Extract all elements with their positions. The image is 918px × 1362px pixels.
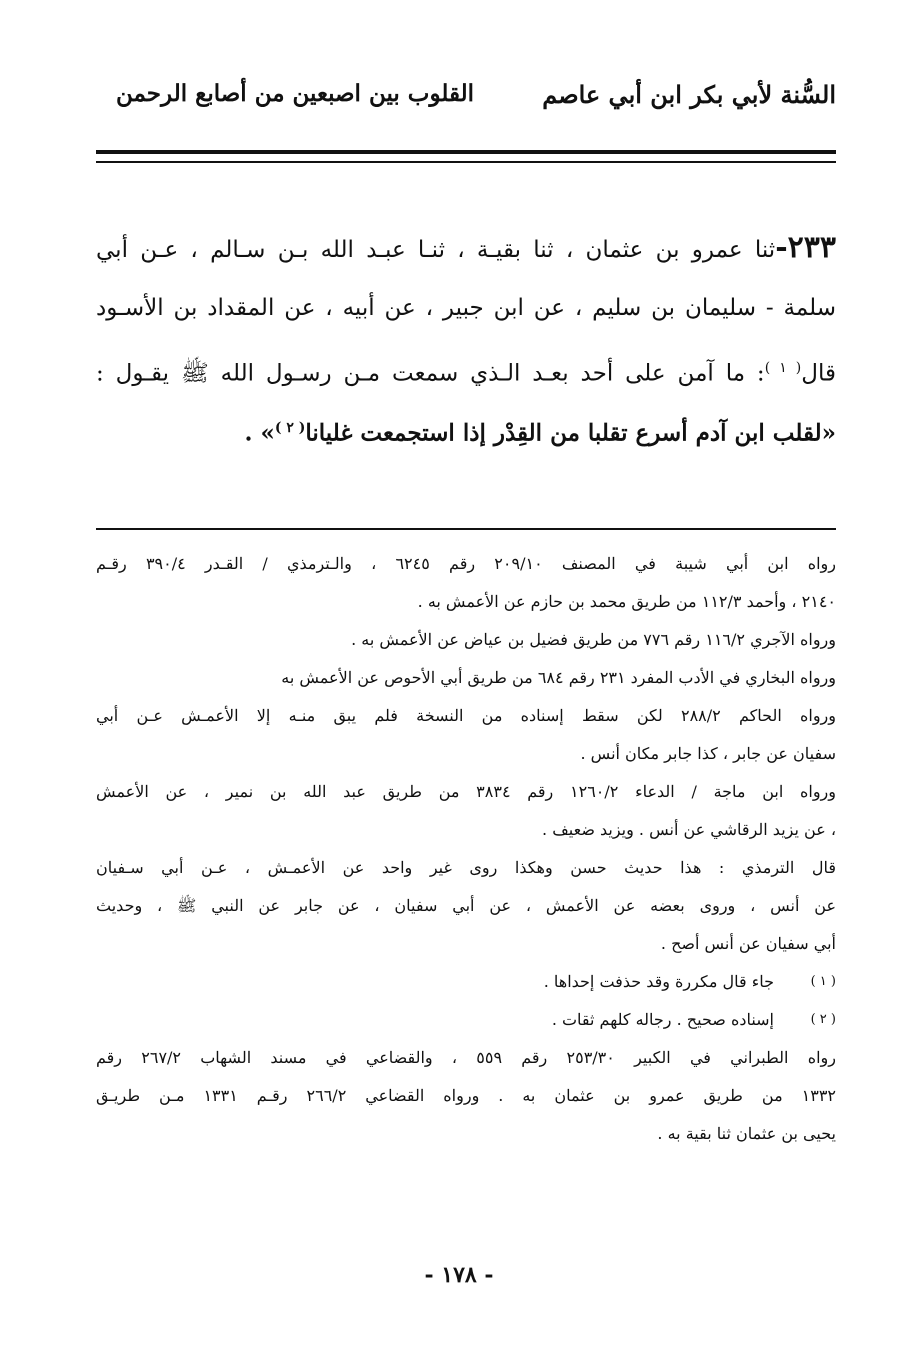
note-reference-1: ( ١ ): [764, 360, 802, 376]
footnote-1: [96, 966, 836, 1004]
page-number: - ١٧٨ -: [424, 1262, 494, 1288]
footnote-2-text: إسناده صحيح . رجاله كلهم ثقات .: [551, 1010, 774, 1029]
footnote-2-marker: ( ٢ ): [810, 1012, 836, 1027]
note-reference-2: ( ٢ ): [274, 420, 306, 436]
note-line: عن أنس ، وروى بعضه عن الأعمش ، عن أبي سفيان ، عن جابر عن النبي ﷺ ، وحديث: [96, 896, 836, 915]
running-header-chapter-title: القلوب بين اصبعين من أصابع الرحمن: [116, 80, 474, 107]
note-line: ١٣٣٢ من طريق عمرو بن عثمان به . ورواه القضاعي ٢٦٦/٢ رقـم ١٣٣١ مـن طريـق: [96, 1086, 837, 1105]
note-line: ورواه الحاكم ٢٨٨/٢ لكن سقط إسناده من النسخة فلم يبق منـه إلا الأعمـش عـن أبي: [96, 706, 836, 725]
hadith-line: [96, 346, 836, 406]
footnotes: [96, 548, 836, 1156]
footnote-1-marker: ( ١ ): [810, 974, 836, 989]
note-line: يحيى بن عثمان ثنا بقية به .: [657, 1124, 836, 1143]
footnote-rule: [96, 528, 836, 530]
hadith-text: [96, 226, 836, 466]
header-rule-thick: [96, 150, 836, 154]
note-line: ورواه ابن ماجة / الدعاء ١٢٦٠/٢ رقم ٣٨٣٤ من طريق عبد الله بن نمير ، عن الأعمش: [96, 782, 837, 801]
note-line: ورواه البخاري في الأدب المفرد ٢٣١ رقم ٦٨٤ من طريق أبي الأحوص عن الأعمش به: [281, 668, 836, 687]
hadith-line: سلمة - سليمان بن سليم ، عن ابن جبير ، عن أبيه ، عن المقداد بن الأسـود: [96, 295, 836, 321]
hadith-line-text: ثنا عمرو بن عثمان ، ثنا بقيـة ، ثنـا عبـد الله بـن سـالم ، عـن أبي: [96, 237, 776, 263]
note-line: ، عن يزيد الرقاشي عن أنس . ويزيد ضعيف .: [542, 820, 836, 839]
hadith-line-text: » .: [244, 419, 275, 447]
hadith-line-text: : ما آمن على أحد بعـد الـذي سمعت مـن رسـول الله ﷺ يقـول :: [96, 360, 765, 387]
hadith-line: [96, 226, 836, 286]
note-line: ٢١٤٠ ، وأحمد ١١٢/٣ من طريق محمد بن حازم عن الأعمش به .: [417, 592, 836, 611]
hadith-line-text: قال: [801, 360, 836, 387]
footnote-1-text: جاء قال مكررة وقد حذفت إحداها .: [543, 972, 774, 991]
note-line: قال الترمذي : هذا حديث حسن وهكذا روى غير واحد عن الأعمـش ، عـن أبي سـفيان: [96, 858, 836, 877]
hadith-number: ٢٣٣-: [775, 230, 836, 265]
note-line: رواه الطبراني في الكبير ٢٥٣/٣٠ رقم ٥٥٩ ، والقضاعي في مسند الشهاب ٢٦٧/٢ رقم: [96, 1048, 836, 1067]
footnote-2: [96, 1004, 836, 1042]
note-line: ورواه الآجري ١١٦/٢ رقم ٧٧٦ من طريق فضيل بن عياض عن الأعمش به .: [351, 630, 836, 649]
hadith-line: [96, 406, 836, 466]
running-header-book-title: السُّنة لأبي بكر ابن أبي عاصم: [542, 80, 836, 109]
hadith-matn: «لقلب ابن آدم أسرع تقلبا من القِدْر إذا استجمعت غليانا: [305, 419, 836, 447]
note-line: رواه ابن أبي شيبة في المصنف ٢٠٩/١٠ رقم ٦٢٤٥ ، والـترمذي / القـدر ٣٩٠/٤ رقـم: [96, 554, 837, 573]
header-rule-thin: [96, 161, 836, 163]
note-line: سفيان عن جابر ، كذا جابر مكان أنس .: [580, 744, 836, 763]
note-line: أبي سفيان عن أنس أصح .: [660, 934, 836, 953]
